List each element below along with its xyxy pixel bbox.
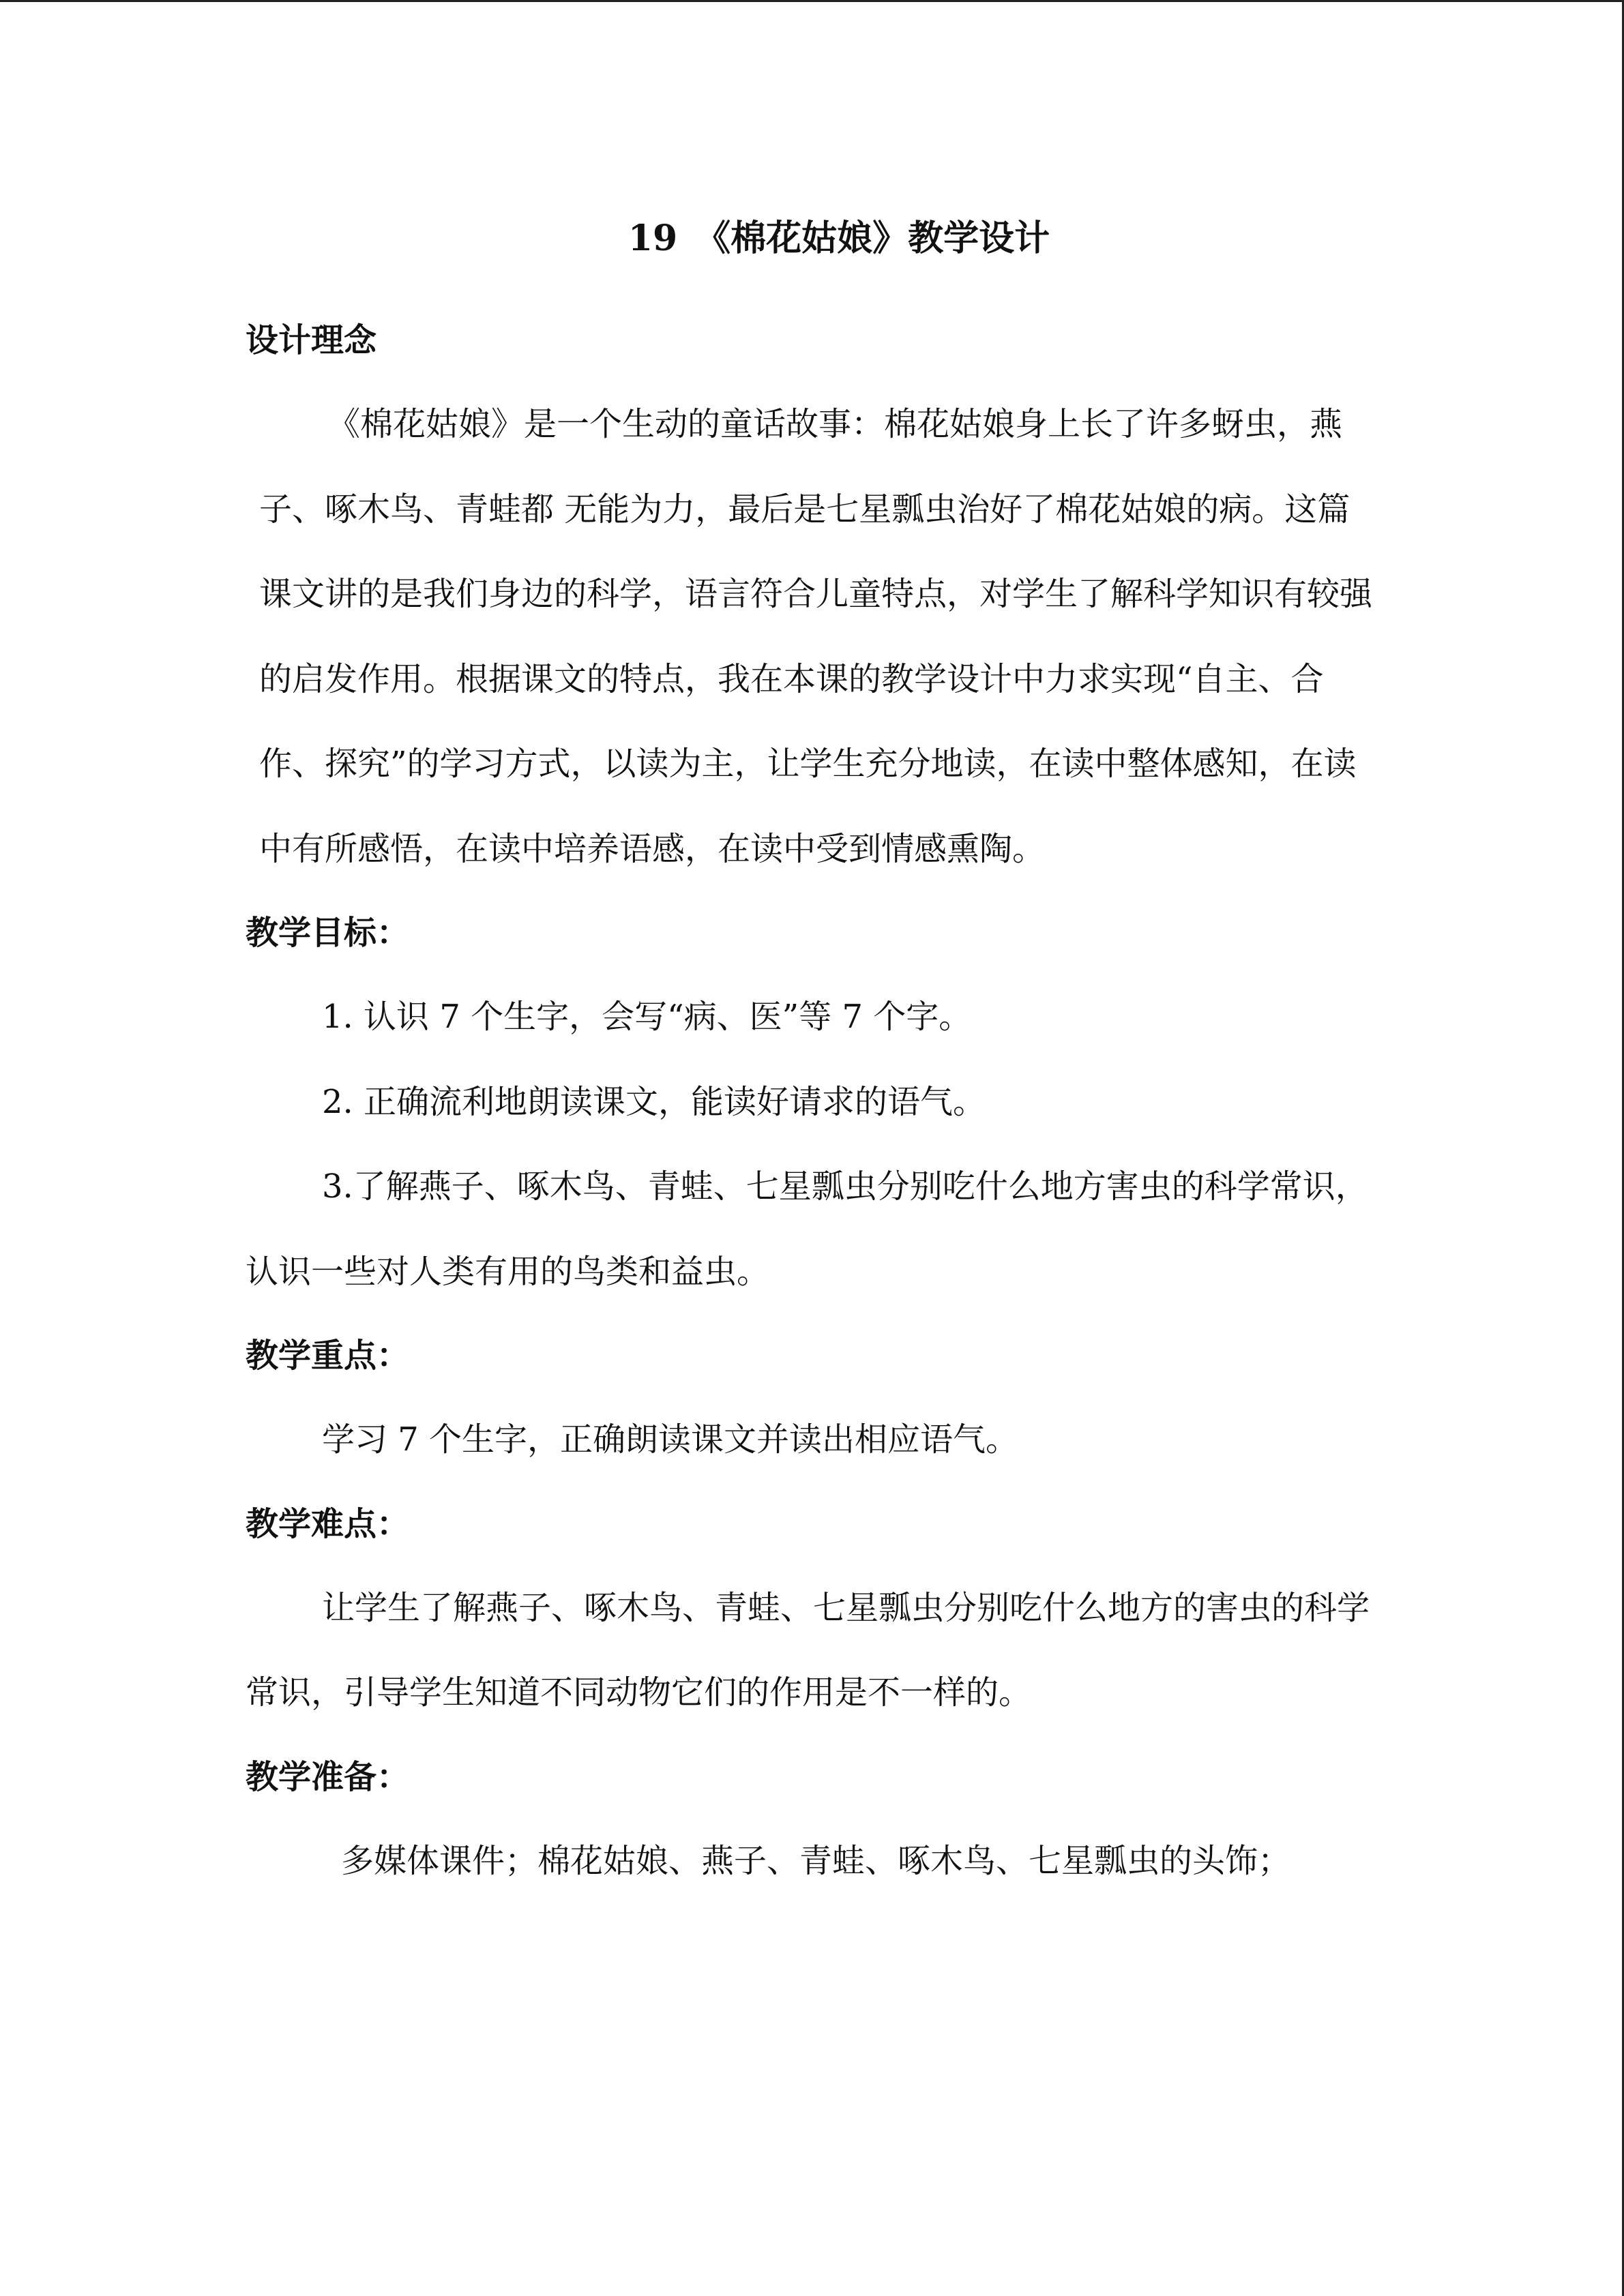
goal-item-3: 3.了解燕子、啄木鸟、青蛙、七星瓢虫分别吃什么地方害虫的科学常识，认识一些对人类有用的鸟类和益虫。: [246, 1167, 1368, 1291]
section-preparation: [246, 1735, 1378, 1904]
section-key-points: [246, 1314, 1378, 1482]
key-points-body: 学习 7 个生字，正确朗读课文并读出相应语气。: [322, 1420, 1019, 1459]
section-heading-difficulties: 教学难点：: [246, 1504, 410, 1543]
section-heading-preparation: 教学准备：: [246, 1757, 410, 1796]
preparation-body: 多媒体课件；棉花姑娘、燕子、青蛙、啄木鸟、七星瓢虫的头饰；: [341, 1841, 1291, 1880]
document-page: [246, 205, 1378, 1903]
section-heading-key-points: 教学重点：: [246, 1337, 410, 1375]
goal-item-1: 1. 认识 7 个生字，会写“病、医”等 7 个字。: [322, 998, 972, 1036]
section-heading-goals: 教学目标：: [246, 914, 410, 952]
goal-item-2: 2. 正确流利地朗读课文，能读好请求的语气。: [322, 1082, 986, 1121]
concept-body: 《棉花姑娘》是一个生动的童话故事：棉花姑娘身上长了许多蚜虫，燕子、啄木鸟、青蛙都 无能为力，最后是七星瓢虫治好了棉花姑娘的病。这篇课文讲的是我们身边的科学，语言符合儿童特点，对学生了解科学知识有较强的启发作用。根据课文的特点，我在本课的教学设计中力求实现“自主、合作、探究”的学习方式，以读为主，让学生充分地读，在读中整体感知，在读中有所感悟，在读中培养语感，在读中受到情感熏陶。: [259, 405, 1373, 868]
section-goals: [246, 891, 1378, 1314]
document-title: 19 《棉花姑娘》教学设计: [628, 218, 1050, 259]
concept-body-block: [246, 382, 1378, 891]
section-concept: [246, 299, 1378, 891]
section-difficulties: [246, 1482, 1378, 1735]
section-heading-concept: 设计理念: [246, 321, 377, 359]
difficulties-body: 让学生了解燕子、啄木鸟、青蛙、七星瓢虫分别吃什么地方的害虫的科学常识，引导学生知道不同动物它们的作用是不一样的。: [246, 1588, 1370, 1712]
page-top-border: [0, 0, 1624, 2]
